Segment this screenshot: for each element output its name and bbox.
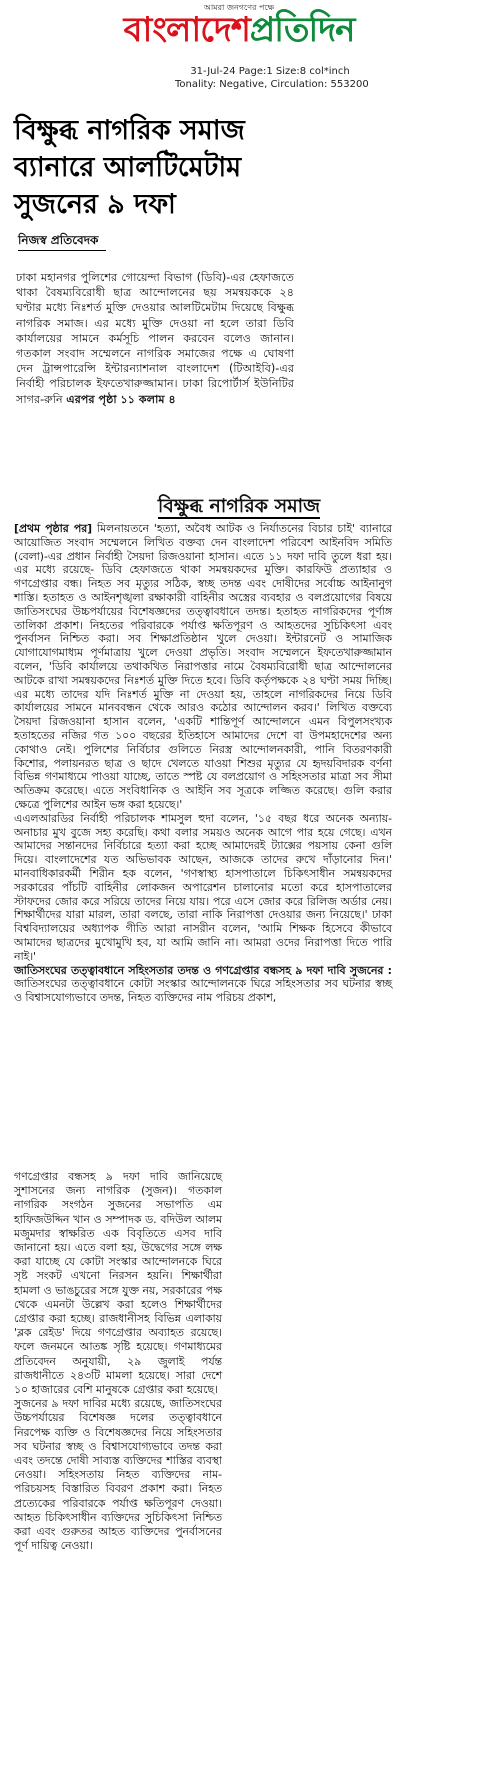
continuation-lead: [প্রথম পৃষ্ঠার পর] — [14, 522, 93, 535]
continuation-heading: বিক্ষুব্ধ নাগরিক সমাজ — [157, 495, 321, 517]
byline-underline — [18, 250, 106, 251]
headline-line-3: সুজনের ৯ দফা — [14, 189, 176, 220]
logo-part-2: প্রতিদিন — [249, 10, 355, 50]
byline: নিজস্ব প্রতিবেদক — [18, 233, 99, 247]
intro-paragraph — [16, 270, 294, 407]
continuation-note: এরপর পৃষ্ঠা ১১ কলাম ৪ — [66, 392, 176, 406]
paragraph — [14, 522, 392, 812]
clip-meta-date-size: 31-Jul-24 Page:1 Size:8 col*inch — [190, 66, 350, 77]
continuation-body — [14, 522, 392, 1005]
logo-part-1: বাংলাদেশ — [123, 10, 250, 50]
clip-meta-tonality: Tonality: Negative, Circulation: 553200 — [175, 79, 369, 90]
masthead — [0, 0, 478, 62]
subheading: জাতিসংঘের তত্ত্বাবধানে সহিংসতার তদন্ত ও গণগ্রেপ্তার বন্ধসহ ৯ দফা দাবি সুজনের : — [14, 963, 392, 977]
paragraph: গণগ্রেপ্তার বন্ধসহ ৯ দফা দাবি জানিয়েছে সুশাসনের জন্য নাগরিক (সুজন)। গতকাল নাগরিক সংগঠন সুজনের সভাপতি এম হাফিজউদ্দিন খান ও সম্পাদক ড. বদিউল আলম মজুমদার স্বাক্ষরিত এক বিবৃতিতে এসব দাবি জানানো হয়। এতে বলা হয়, উদ্বেগের সঙ্গে লক্ষ করা যাচ্ছে যে কোটা সংস্কার আন্দোলনকে ঘিরে সৃষ্ট সংকট এখনো নিরসন হয়নি। শিক্ষার্থীরা হামলা ও ভাঙচুরের সঙ্গে যুক্ত নয়, সরকারের পক্ষ থেকে এমনটা উল্লেখ করা হলেও শিক্ষার্থীদের গ্রেপ্তার করা হচ্ছে। রাজধানীসহ বিভিন্ন এলাকায় 'ব্লক রেইড' দিয়ে গণগ্রেপ্তার অব্যাহত রয়েছে। ফলে জনমনে আতঙ্ক সৃষ্টি হয়েছে। গণমাধ্যমের প্রতিবেদন অনুযায়ী, ২৯ জুলাই পর্যন্ত রাজধানীতে ২৪৩টি মামলা হয়েছে। সারা দেশে ১০ হাজারের বেশি মানুষকে গ্রেপ্তার করা হয়েছে। — [14, 1170, 222, 1397]
headline-line-2: ব্যানারে আলটিমেটাম — [14, 152, 242, 183]
paragraph: এএলআরডির নির্বাহী পরিচালক শামসুল হুদা বলেন, '১৫ বছর ধরে অনেক অন্যায়-অনাচার মুখ বুজে সহ্য করেছি। কথা বলার সময়ও অনেক আগে পার হয়ে গেছে। এখন আমাদের সন্তানদের নির্বিচারে হত্যা করা হচ্ছে আমাদেরই ট্যাক্সের পয়সায় কেনা গুলি দিয়ে। বাংলাদেশের যত অভিভাবক আছেন, আজকে তাদের রুখে দাঁড়ানোর দিন।' মানবাধিকারকর্মী শিরীন হক বলেন, 'গণস্বাস্থ্য হাসপাতালে চিকিৎসাধীন সমন্বয়কদের সরকারের পাঁচটি বাহিনীর লোকজন অপারেশন চালানোর মতো করে হাসপাতালের স্টাফদের জোর করে সরিয়ে তাদের নিয়ে যায়। পরে এসে জোর করে রিলিজ অর্ডার নেয়। শিক্ষার্থীদের যারা মারল, তারা বলছে, তারা নাকি নিরাপত্তা দেওয়ার জন্য নিয়েছে।' ঢাকা বিশ্ববিদ্যালয়ের অধ্যাপক গীতি আরা নাসরীন বলেন, 'আমি শিক্ষক হিসেবে কীভাবে আমাদের ছাত্রদের মুখোমুখি হব, যা আমি জানি না। আমরা ওদের নিরাপত্তা দিতে পারি নাই।' — [14, 811, 392, 963]
intro-text: ঢাকা মহানগর পুলিশের গোয়েন্দা বিভাগ (ডিবি)-এর হেফাজতে থাকা বৈষম্যবিরোধী ছাত্র আন্দোলনের ছয় সমন্বয়ককে ২৪ ঘণ্টার মধ্যে নিঃশর্ত মুক্তি দেওয়ার আলটিমেটাম দিয়েছে বিক্ষুব্ধ নাগরিক সমাজ। এর মধ্যে মুক্তি দেওয়া না হলে তারা ডিবি কার্যালয়ের সামনে কর্মসূচি পালন করবেন বলেও জানান। গতকাল সংবাদ সম্মেলনে নাগরিক সমাজের পক্ষে এ ঘোষণা দেন ট্রান্সপারেন্সি ইন্টারন্যাশনাল বাংলাদেশ (টিআইবি)-এর নির্বাহী পরিচালক ইফতেখারুজ্জামান। ঢাকা রিপোর্টার্স ইউনিটির সাগর-রুনি — [16, 271, 294, 406]
paragraph-text: মিলনায়তনে 'হত্যা, অবৈধ আটক ও নির্যাতনের বিচার চাই' ব্যানারে আয়োজিত সংবাদ সম্মেলনে লিখিত বক্তব্য দেন বাংলাদেশ পরিবেশ আইনবিদ সমিতি (বেলা)-এর প্রধান নির্বাহী সৈয়দা রিজওয়ানা হাসান। এতে ১১ দফা দাবি তুলে ধরা হয়। এর মধ্যে রয়েছে- ডিবি হেফাজতে থাকা সমন্বয়কদের মুক্তি। কারফিউ প্রত্যাহার ও গণগ্রেপ্তার বন্ধ। নিহত সব মৃত্যুর সঠিক, স্বচ্ছ তদন্ত এবং দোষীদের সর্বোচ্চ আইনানুগ শাস্তি। হতাহত ও আইনশৃঙ্খলা রক্ষাকারী বাহিনীর অস্ত্রের ব্যবহার ও বলপ্রয়োগের বিষয়ে জাতিসংঘের উচ্চপর্যায়ের বিশেষজ্ঞদের তত্ত্বাবধানে তদন্ত। হতাহত নাগরিকদের পূর্ণাঙ্গ তালিকা প্রকাশ। নিহতের পরিবারকে পর্যাপ্ত ক্ষতিপূরণ ও আহতদের সুচিকিৎসা এবং পুনর্বাসন নিশ্চিত করা। সব শিক্ষাপ্রতিষ্ঠান খুলে দেওয়া। ইন্টারনেট ও সামাজিক যোগাযোগমাধ্যম পূর্ণমাত্রায় খুলে দেওয়া প্রভৃতি। সংবাদ সম্মেলনে ইফতেখারুজ্জামান বলেন, 'ডিবি কার্যালয়ে তথাকথিত নিরাপত্তার নামে বৈষম্যবিরোধী ছাত্র আন্দোলনের আটকে রাখা সমন্বয়কদের নিঃশর্ত মুক্তি দিতে হবে। ডিবি কর্তৃপক্ষকে ২৪ ঘণ্টা সময় দিচ্ছি। এর মধ্যে তাদের যদি নিঃশর্ত মুক্তি না দেওয়া হয়, তাহলে নাগরিকদের নিয়ে ডিবি কার্যালয়ের সামনে মানববন্ধন থেকে আরও কঠোর আন্দোলন করব।' লিখিত বক্তব্যে সৈয়দা রিজওয়ানা হাসান বলেন, 'একটি শান্তিপূর্ণ আন্দোলনে এমন বিপুলসংখ্যক হতাহতের নজির গত ১০০ বছরের ইতিহাসে আমাদের দেশে বা উপমহাদেশের অন্য কোথাও নেই। পুলিশের নির্বিচার গুলিতে নিরস্ত্র আন্দোলনকারী, পানি বিতরণকারী কিশোর, পলায়নরত ছাত্র ও ছাদে খেলতে যাওয়া শিশুর মৃত্যুর যে হৃদয়বিদারক বর্ণনা বিভিন্ন গণমাধ্যমে পাওয়া যাচ্ছে, তাতে স্পষ্ট যে বলপ্রয়োগ ও সহিংসতার মাত্রা সব সীমা অতিক্রম করেছে। এতে সংবিধানিক ও আইনি সব সূত্রকে লজ্জিত করেছে। গুলি করার ক্ষেত্রে পুলিশের আইন ভঙ্গ করা হয়েছে।' — [14, 522, 392, 811]
headline-line-1: বিক্ষুব্ধ নাগরিক সমাজ — [14, 115, 245, 146]
article-headline — [14, 112, 394, 223]
paragraph: সুজনের ৯ দফা দাবির মধ্যে রয়েছে, জাতিসংঘের উচ্চপর্যায়ের বিশেষজ্ঞ দলের তত্ত্বাবধানে নিরপেক্ষ ব্যক্তি ও বিশেষজ্ঞদের নিয়ে সহিংসতার সব ঘটনার স্বচ্ছ ও বিশ্বাসযোগ্যভাবে তদন্ত করা এবং তদন্তে দোষী সাব্যস্ত ব্যক্তিদের শাস্তির ব্যবস্থা নেওয়া। সহিংসতায় নিহত ব্যক্তিদের নাম-পরিচয়সহ বিস্তারিত বিবরণ প্রকাশ করা। নিহত প্রত্যেকের পরিবারকে পর্যাপ্ত ক্ষতিপূরণ দেওয়া। আহত চিকিৎসাধীন ব্যক্তিদের সুচিকিৎসা নিশ্চিত করা এবং গুরুতর আহত ব্যক্তিদের পুনর্বাসনের পূর্ণ দায়িত্ব নেওয়া। — [14, 1397, 222, 1553]
masthead-tagline: আমরা জনগণের পক্ষে — [203, 3, 275, 12]
paragraph-text: জাতিসংঘের তত্ত্বাবধানে কোটা সংস্কার আন্দোলনকে ঘিরে সহিংসতার সব ঘটনার স্বচ্ছ ও বিশ্বাসযোগ্যভাবে তদন্ত, নিহত ব্যক্তিদের নাম পরিচয় প্রকাশ, — [14, 977, 392, 1005]
narrow-column — [14, 1170, 222, 1553]
paragraph — [14, 964, 392, 1005]
newspaper-logo — [0, 8, 478, 52]
